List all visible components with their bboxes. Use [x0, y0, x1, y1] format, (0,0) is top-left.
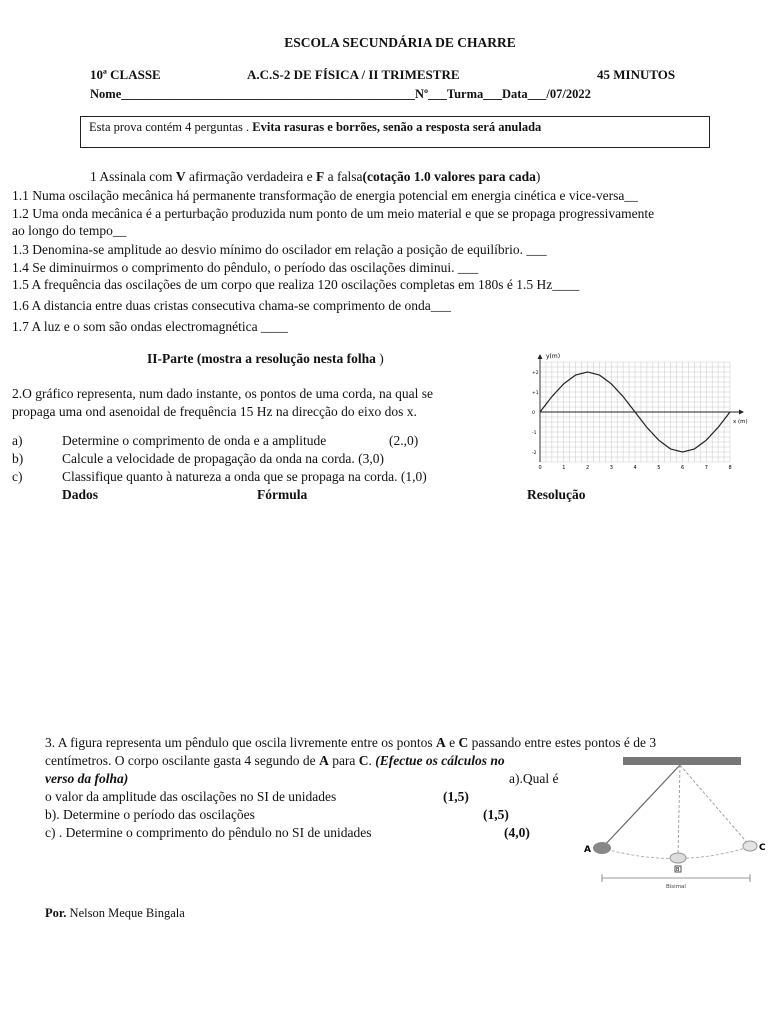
part2-title: [147, 351, 384, 367]
intro-text-3: a falsa: [324, 169, 363, 184]
x-tick-label: 3: [609, 465, 613, 471]
notice-box: [80, 116, 710, 148]
name-line: Nome_______________________________________________Nº___Turma___Data___/07/2022: [90, 87, 591, 101]
y-tick-label: -2: [532, 451, 537, 456]
x-tick-label: 0: [538, 465, 542, 471]
part1-intro: [90, 169, 540, 185]
x-tick-label: 7: [704, 465, 708, 471]
q2-line1: 2.O gráfico representa, num dado instante, os pontos de uma corda, na qual se: [12, 386, 433, 401]
x-tick-label: 6: [681, 465, 685, 471]
part2-title-text: II-Parte (mostra a resolução nesta folha: [147, 351, 376, 366]
q3-b-score: (1,5): [483, 807, 509, 822]
q3-c-text: c) . Determine o comprimento do pêndulo no SI de unidades: [45, 825, 372, 840]
author-prefix: Por.: [45, 906, 67, 920]
pendulum-bob-b: [670, 853, 686, 863]
q3-text-2: e: [445, 735, 459, 750]
item-1-1: 1.1 Numa oscilação mecânica há permanente transformação de energia potencial em energia cinética e vice-versa__: [12, 188, 638, 203]
q2-a-label: a): [12, 433, 23, 448]
q3-text-4: centímetros. O corpo oscilante gasta 4 segundo de: [45, 753, 320, 768]
q2-b-text: Calcule a velocidade de propagação da onda na corda. (3,0): [62, 451, 384, 466]
pendulum-figure: [580, 752, 768, 892]
intro-end: ): [535, 169, 541, 184]
notice-text: Esta prova contém 4 perguntas .: [89, 120, 253, 134]
label-a: A: [584, 845, 591, 855]
q2-c-label: c): [12, 469, 23, 484]
q3-line1: [45, 735, 656, 751]
label-b: B: [676, 867, 680, 873]
item-1-4: 1.4 Se diminuirmos o comprimento do pêndulo, o período das oscilações diminui. ___: [12, 260, 479, 275]
q3-point-c-2: C: [358, 753, 369, 768]
x-tick-label: 8: [728, 465, 732, 471]
q3-a-score: (1,5): [443, 789, 469, 804]
q2-line2: propaga uma ond asenoidal de frequência 15 Hz na direcção do eixo dos x.: [12, 404, 417, 419]
x-tick-label: 5: [657, 465, 661, 471]
y-tick-label: 0: [532, 411, 535, 416]
y-tick-label: -1: [532, 431, 537, 436]
notice-warning: Evita rasuras e borrões, senão a resposta será anulada: [252, 120, 542, 134]
x-tick-label: 4: [633, 465, 637, 471]
q3-b-text: b). Determine o período das oscilações: [45, 807, 255, 822]
pendulum-bob-a: [593, 842, 611, 854]
col-formula: Fórmula: [257, 487, 308, 502]
q3-a-text: o valor da amplitude das oscilações no SI de unidades: [45, 789, 337, 804]
y-axis-label: y(m): [546, 353, 561, 360]
intro-text: 1 Assinala com: [90, 169, 176, 184]
x-axis-arrow: [739, 410, 744, 415]
author-name: Nelson Meque Bingala: [66, 906, 185, 920]
q2-a-score: (2.,0): [389, 433, 419, 448]
intro-text-2: afirmação verdadeira e: [185, 169, 317, 184]
duration-label: 45 MINUTOS: [597, 67, 676, 82]
q3-text-5: para: [328, 753, 359, 768]
q3-instruction: (Efectue os cálculos no: [375, 753, 505, 768]
q3-c-score: (4,0): [504, 825, 530, 840]
item-1-7: 1.7 A luz e o som são ondas electromagnética ____: [12, 319, 288, 334]
school-title: ESCOLA SECUNDÁRIA DE CHARRE: [284, 35, 516, 50]
wave-chart: [530, 350, 755, 472]
item-1-3: 1.3 Denomina-se amplitude ao desvio mínimo do oscilador em relação a posição de equilíbrio. ___: [12, 242, 547, 257]
author-line: [45, 906, 185, 921]
q3-instruction-end: verso da folha): [45, 771, 129, 786]
y-axis-arrow: [538, 354, 543, 359]
col-resolucao: Resolução: [527, 487, 586, 502]
q3-text-3: passando entre estes pontos é de 3: [468, 735, 657, 750]
pendulum-caption: Bisimal: [666, 884, 686, 890]
x-axis-label: x (m): [733, 419, 748, 425]
q3-a-start: a).Qual é: [509, 771, 559, 786]
q3-text: 3. A figura representa um pêndulo que oscila livremente entre os pontos: [45, 735, 437, 750]
q3-line2: [45, 753, 505, 769]
x-tick-label: 2: [586, 465, 590, 471]
q2-c-text: Classifique quanto à natureza a onda que se propaga na corda. (1,0): [62, 469, 427, 484]
y-tick-label: +2: [532, 371, 539, 376]
q3-point-c: C: [458, 735, 469, 750]
item-1-2: 1.2 Uma onda mecânica é a perturbação produzida num ponto de um meio material e que se propaga progressivamente: [12, 206, 655, 221]
q3-point-a: A: [436, 735, 446, 750]
item-1-5: 1.5 A frequência das oscilações de um corpo que realiza 120 oscilações completas em 180s é 1.5 Hz____: [12, 277, 580, 292]
item-1-2-cont: ao longo do tempo__: [12, 223, 127, 238]
q2-b-label: b): [12, 451, 24, 466]
y-tick-label: +1: [532, 391, 539, 396]
grade-label: 10ª CLASSE: [90, 67, 161, 82]
intro-v: V: [175, 169, 186, 184]
pendulum-support: [623, 757, 741, 765]
q2-a-text: Determine o comprimento de onda e a amplitude: [62, 433, 327, 448]
label-c: C: [759, 843, 766, 853]
item-1-6: 1.6 A distancia entre duas cristas consecutiva chama-se comprimento de onda___: [12, 298, 451, 313]
test-title: A.C.S-2 DE FÍSICA / II TRIMESTRE: [247, 67, 460, 82]
intro-score: (cotação 1.0 valores para cada: [362, 169, 536, 184]
q3-text-6: .: [368, 753, 376, 768]
q3-point-a-2: A: [319, 753, 329, 768]
part2-title-end: ): [375, 351, 384, 366]
col-dados: Dados: [62, 487, 99, 502]
x-tick-label: 1: [562, 465, 566, 471]
intro-f: F: [316, 169, 325, 184]
pendulum-bob-c: [743, 841, 757, 851]
